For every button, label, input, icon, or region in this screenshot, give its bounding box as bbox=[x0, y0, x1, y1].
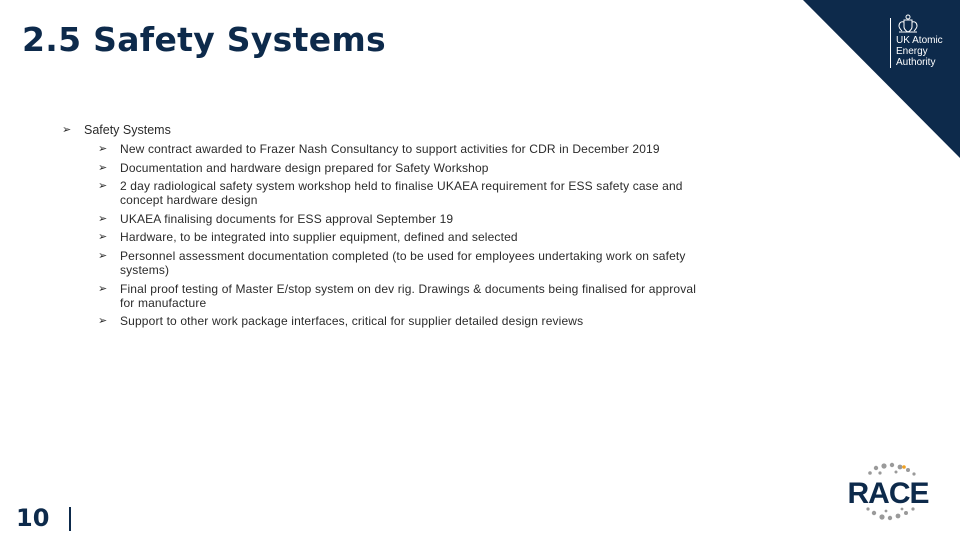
sub-bullet-item bbox=[98, 212, 702, 226]
sub-bullet-item bbox=[98, 249, 702, 277]
slide-title: 2.5 Safety Systems bbox=[22, 20, 387, 59]
bullet-heading: Safety Systems bbox=[84, 123, 171, 137]
arrow-bullet-icon: ➢ bbox=[98, 315, 108, 328]
logo-text bbox=[896, 35, 943, 68]
sub-bullet-text: Final proof testing of Master E/stop system on dev rig. Drawings & documents being finalised for approval for manufacture bbox=[120, 281, 697, 310]
sub-bullet-item bbox=[98, 161, 702, 175]
sub-bullet-item bbox=[98, 314, 702, 328]
arrow-bullet-icon: ➢ bbox=[62, 124, 72, 136]
page-number-divider bbox=[69, 507, 71, 531]
arrow-bullet-icon: ➢ bbox=[98, 143, 108, 155]
bullet-content bbox=[62, 123, 702, 333]
crest-icon bbox=[895, 14, 921, 34]
race-logo bbox=[838, 462, 938, 522]
race-logo-text: RACE bbox=[847, 477, 929, 510]
sub-bullet-item bbox=[98, 282, 702, 310]
arrow-bullet-icon: ➢ bbox=[98, 249, 108, 262]
arrow-bullet-icon: ➢ bbox=[98, 212, 108, 225]
race-accent-dot bbox=[902, 465, 906, 469]
sub-bullet-list bbox=[98, 142, 702, 328]
arrow-bullet-icon: ➢ bbox=[98, 161, 108, 174]
logo-divider bbox=[890, 18, 891, 68]
corner-banner bbox=[800, 0, 960, 158]
bullet-level-1 bbox=[62, 123, 702, 138]
logo-line-3: Authority bbox=[896, 57, 936, 68]
sub-bullet-text: Documentation and hardware design prepared for Safety Workshop bbox=[120, 160, 489, 175]
sub-bullet-text: Support to other work package interfaces, critical for supplier detailed design reviews bbox=[120, 314, 584, 329]
sub-bullet-text: 2 day radiological safety system workshop held to finalise UKAEA requirement for ESS safety case and concept hardware design bbox=[120, 179, 683, 208]
arrow-bullet-icon: ➢ bbox=[98, 231, 108, 244]
page-number: 10 bbox=[16, 504, 50, 532]
sub-bullet-item bbox=[98, 179, 702, 207]
arrow-bullet-icon: ➢ bbox=[98, 282, 108, 295]
sub-bullet-text: UKAEA finalising documents for ESS approval September 19 bbox=[120, 211, 454, 226]
sub-bullet-item bbox=[98, 230, 702, 244]
sub-bullet-item bbox=[98, 142, 702, 156]
sub-bullet-text: Personnel assessment documentation completed (to be used for employees undertaking work on safety systems) bbox=[120, 248, 686, 277]
logo-line-1: UK Atomic bbox=[896, 35, 943, 46]
logo-line-2: Energy bbox=[896, 46, 928, 57]
sub-bullet-text: New contract awarded to Frazer Nash Consultancy to support activities for CDR in December 2019 bbox=[120, 142, 660, 156]
sub-bullet-text: Hardware, to be integrated into supplier equipment, defined and selected bbox=[120, 230, 518, 245]
arrow-bullet-icon: ➢ bbox=[98, 180, 108, 193]
